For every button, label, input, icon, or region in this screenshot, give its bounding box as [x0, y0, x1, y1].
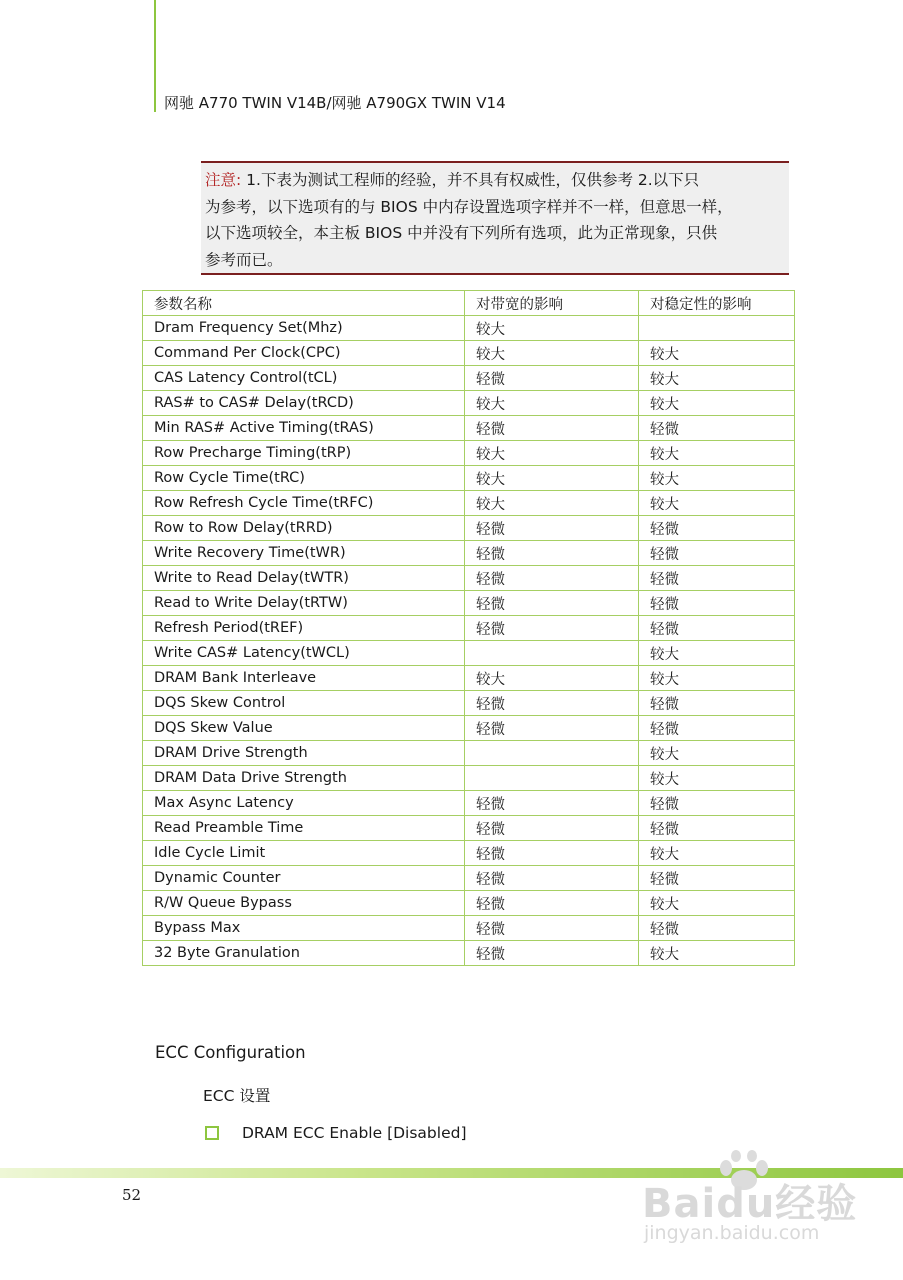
table-row	[143, 941, 795, 966]
table-row	[143, 416, 795, 441]
bandwidth-impact-cell: 轻微	[465, 541, 639, 566]
note-line-4: 参考而已。	[205, 250, 283, 269]
param-name-cell: DQS Skew Value	[143, 716, 465, 741]
bandwidth-impact-cell: 轻微	[465, 941, 639, 966]
table-row	[143, 916, 795, 941]
bandwidth-impact-cell: 较大	[465, 341, 639, 366]
table-row	[143, 716, 795, 741]
stability-impact-cell: 轻微	[639, 416, 795, 441]
table-row	[143, 341, 795, 366]
bandwidth-impact-cell: 较大	[465, 441, 639, 466]
note-line-2: 为参考，以下选项有的与 BIOS 中内存设置选项字样并不一样，但意思一样，	[205, 197, 733, 216]
checkbox-icon	[205, 1126, 219, 1140]
table-row	[143, 391, 795, 416]
table-row	[143, 816, 795, 841]
bandwidth-impact-cell: 轻微	[465, 516, 639, 541]
table-row	[143, 441, 795, 466]
param-name-cell: DRAM Bank Interleave	[143, 666, 465, 691]
watermark-brand: Baidu经验	[642, 1181, 858, 1227]
table-row	[143, 741, 795, 766]
stability-impact-cell: 较大	[639, 741, 795, 766]
stability-impact-cell: 轻微	[639, 616, 795, 641]
table-row	[143, 691, 795, 716]
table-row	[143, 516, 795, 541]
table-row	[143, 641, 795, 666]
stability-impact-cell: 轻微	[639, 866, 795, 891]
bandwidth-impact-cell: 较大	[465, 391, 639, 416]
bandwidth-impact-cell: 较大	[465, 316, 639, 341]
stability-impact-cell: 较大	[639, 391, 795, 416]
stability-impact-cell: 较大	[639, 666, 795, 691]
param-name-cell: Dram Frequency Set(Mhz)	[143, 316, 465, 341]
stability-impact-cell: 较大	[639, 466, 795, 491]
bandwidth-impact-cell: 轻微	[465, 891, 639, 916]
stability-impact-cell: 较大	[639, 641, 795, 666]
param-name-cell: Row Precharge Timing(tRP)	[143, 441, 465, 466]
parameter-table-body	[143, 291, 795, 966]
stability-impact-cell: 较大	[639, 341, 795, 366]
table-row	[143, 866, 795, 891]
param-name-cell: Dynamic Counter	[143, 866, 465, 891]
note-text	[205, 167, 787, 273]
table-header-row	[143, 291, 795, 316]
stability-impact-cell: 轻微	[639, 591, 795, 616]
stability-impact-cell: 较大	[639, 841, 795, 866]
bandwidth-impact-cell: 轻微	[465, 616, 639, 641]
table-row	[143, 466, 795, 491]
bandwidth-impact-cell: 轻微	[465, 366, 639, 391]
stability-impact-cell: 较大	[639, 491, 795, 516]
parameter-table	[142, 290, 795, 966]
bandwidth-impact-cell	[465, 766, 639, 791]
table-row	[143, 766, 795, 791]
bandwidth-impact-cell: 轻微	[465, 566, 639, 591]
param-name-cell: Max Async Latency	[143, 791, 465, 816]
param-name-cell: Refresh Period(tREF)	[143, 616, 465, 641]
bandwidth-impact-cell: 轻微	[465, 791, 639, 816]
bandwidth-impact-cell: 轻微	[465, 816, 639, 841]
table-row	[143, 366, 795, 391]
bandwidth-impact-cell	[465, 741, 639, 766]
table-row	[143, 791, 795, 816]
param-name-cell: Row Refresh Cycle Time(tRFC)	[143, 491, 465, 516]
stability-impact-cell: 轻微	[639, 716, 795, 741]
watermark-url: jingyan.baidu.com	[644, 1222, 820, 1244]
param-name-cell: Read Preamble Time	[143, 816, 465, 841]
ecc-option-item	[205, 1124, 467, 1142]
bandwidth-impact-cell: 轻微	[465, 866, 639, 891]
param-name-cell: Write CAS# Latency(tWCL)	[143, 641, 465, 666]
stability-impact-cell: 轻微	[639, 566, 795, 591]
stability-impact-cell: 较大	[639, 366, 795, 391]
stability-impact-cell: 轻微	[639, 916, 795, 941]
note-line-3: 以下选项较全，本主板 BIOS 中并没有下列所有选项，此为正常现象，只供	[205, 224, 718, 242]
param-name-cell: Write to Read Delay(tWTR)	[143, 566, 465, 591]
table-row	[143, 591, 795, 616]
stability-impact-cell: 轻微	[639, 691, 795, 716]
param-name-cell: CAS Latency Control(tCL)	[143, 366, 465, 391]
table-row	[143, 616, 795, 641]
stability-impact-cell: 较大	[639, 441, 795, 466]
param-name-cell: DQS Skew Control	[143, 691, 465, 716]
header-stability-impact: 对稳定性的影响	[639, 291, 795, 316]
bandwidth-impact-cell: 轻微	[465, 716, 639, 741]
bandwidth-impact-cell: 较大	[465, 491, 639, 516]
stability-impact-cell: 轻微	[639, 541, 795, 566]
watermark	[642, 1150, 858, 1250]
table-row	[143, 666, 795, 691]
param-name-cell: Row to Row Delay(tRRD)	[143, 516, 465, 541]
bandwidth-impact-cell: 较大	[465, 666, 639, 691]
bandwidth-impact-cell: 轻微	[465, 916, 639, 941]
header-bandwidth-impact: 对带宽的影响	[465, 291, 639, 316]
bandwidth-impact-cell	[465, 641, 639, 666]
param-name-cell: Bypass Max	[143, 916, 465, 941]
ecc-heading: ECC Configuration	[155, 1043, 306, 1062]
stability-impact-cell	[639, 316, 795, 341]
param-name-cell: DRAM Drive Strength	[143, 741, 465, 766]
table-row	[143, 841, 795, 866]
note-line-1: 1.下表为测试工程师的经验，并不具有权威性，仅供参考 2.以下只	[241, 171, 700, 189]
bandwidth-impact-cell: 轻微	[465, 841, 639, 866]
stability-impact-cell: 轻微	[639, 791, 795, 816]
bandwidth-impact-cell: 轻微	[465, 691, 639, 716]
param-name-cell: Write Recovery Time(tWR)	[143, 541, 465, 566]
note-box	[201, 161, 789, 275]
stability-impact-cell: 较大	[639, 941, 795, 966]
param-name-cell: Read to Write Delay(tRTW)	[143, 591, 465, 616]
param-name-cell: DRAM Data Drive Strength	[143, 766, 465, 791]
param-name-cell: 32 Byte Granulation	[143, 941, 465, 966]
param-name-cell: RAS# to CAS# Delay(tRCD)	[143, 391, 465, 416]
stability-impact-cell: 较大	[639, 891, 795, 916]
param-name-cell: Row Cycle Time(tRC)	[143, 466, 465, 491]
stability-impact-cell: 轻微	[639, 516, 795, 541]
param-name-cell: Min RAS# Active Timing(tRAS)	[143, 416, 465, 441]
param-name-cell: Idle Cycle Limit	[143, 841, 465, 866]
stability-impact-cell: 较大	[639, 766, 795, 791]
param-name-cell: Command Per Clock(CPC)	[143, 341, 465, 366]
ecc-subheading: ECC 设置	[203, 1087, 271, 1105]
table-row	[143, 316, 795, 341]
header-accent-line	[154, 0, 156, 112]
ecc-option-label: DRAM ECC Enable [Disabled]	[242, 1124, 467, 1142]
bandwidth-impact-cell: 较大	[465, 466, 639, 491]
table-row	[143, 541, 795, 566]
stability-impact-cell: 轻微	[639, 816, 795, 841]
table-row	[143, 566, 795, 591]
bandwidth-impact-cell: 轻微	[465, 416, 639, 441]
page-header-title: 网驰 A770 TWIN V14B/网驰 A790GX TWIN V14	[164, 94, 506, 112]
table-row	[143, 891, 795, 916]
param-name-cell: R/W Queue Bypass	[143, 891, 465, 916]
header-param-name: 参数名称	[143, 291, 465, 316]
page-number: 52	[122, 1186, 142, 1204]
note-label: 注意:	[205, 171, 242, 189]
table-row	[143, 491, 795, 516]
bandwidth-impact-cell: 轻微	[465, 591, 639, 616]
